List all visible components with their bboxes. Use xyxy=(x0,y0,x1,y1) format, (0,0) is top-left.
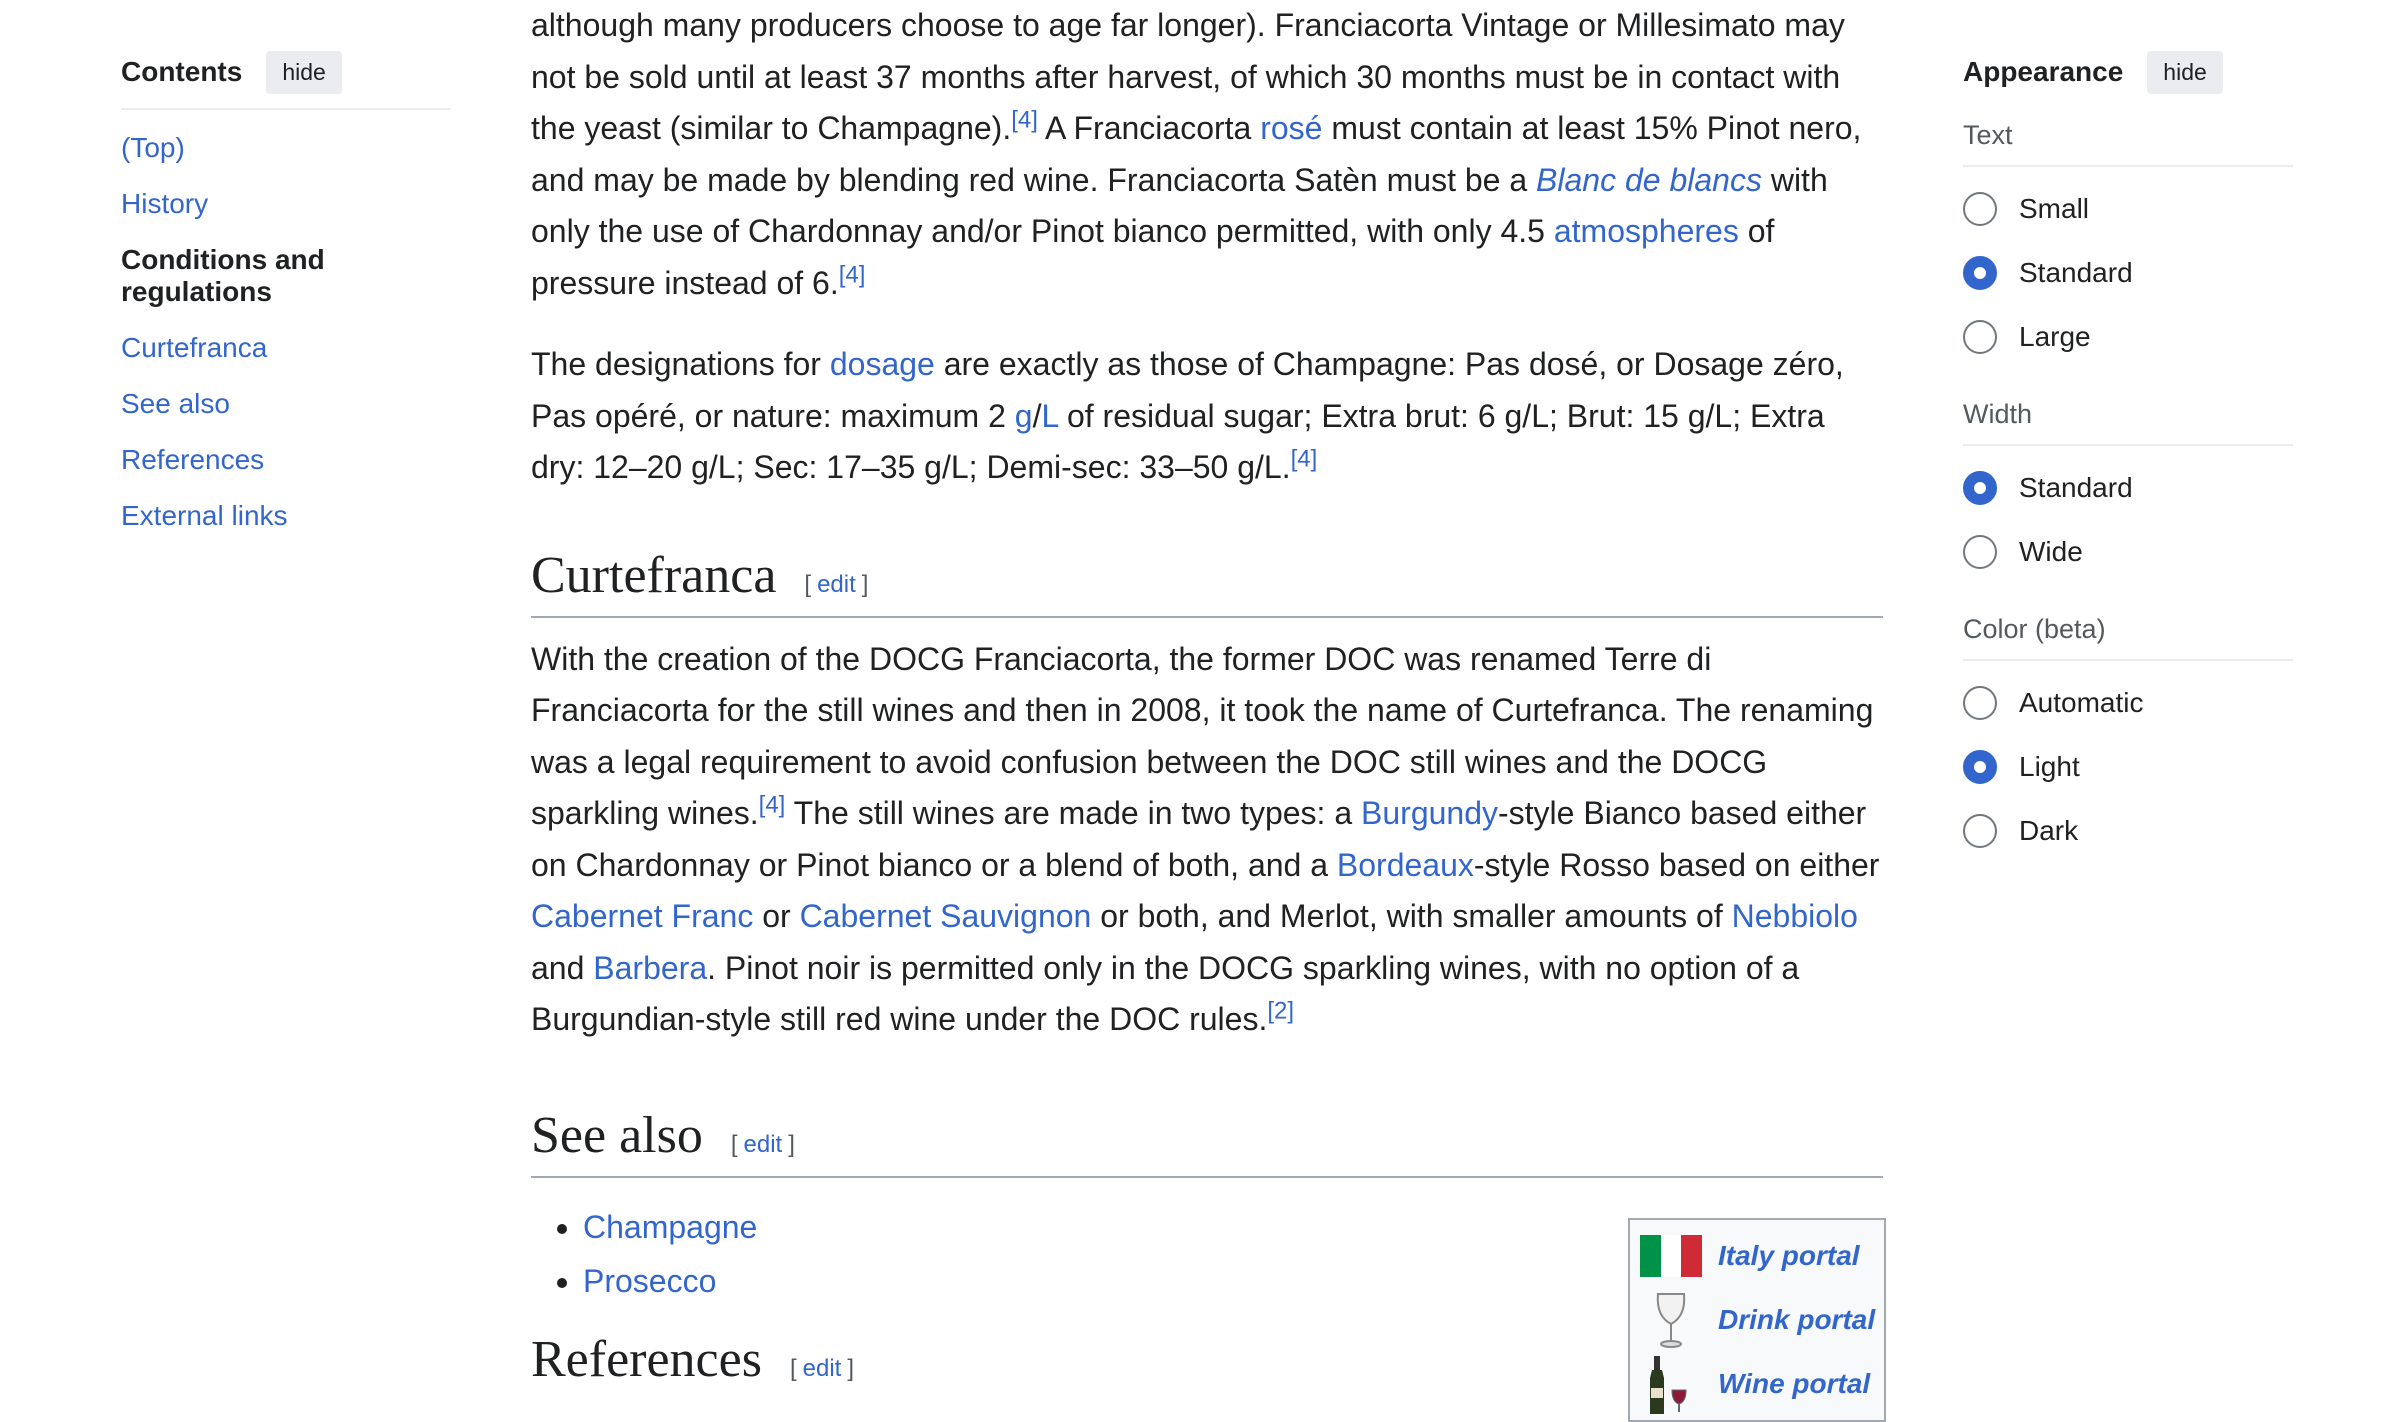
appearance-hide-button[interactable]: hide xyxy=(2147,51,2222,94)
reference-link[interactable]: [2] xyxy=(1267,997,1295,1025)
width-options xyxy=(1963,456,2293,584)
section-heading-curtefranca xyxy=(531,546,1883,618)
text: are exactly as those of Champagne: Pas dosé, or Dosage zéro, Pas opéré, or nature: maximum 2 xyxy=(531,346,1844,434)
link-litre[interactable]: L xyxy=(1041,397,1059,434)
toc-item-references[interactable]: References xyxy=(121,444,265,475)
paragraph-curtefranca xyxy=(531,634,1883,1046)
toc-item-history[interactable]: History xyxy=(121,188,209,219)
text: or both, and Merlot, with smaller amounts of xyxy=(1091,898,1732,934)
paragraph-conditions xyxy=(531,0,1883,309)
link-atmospheres[interactable]: atmospheres xyxy=(1553,213,1739,249)
text: . Pinot noir is permitted only in the DOCG sparkling wines, with no option of a Burgundian-style still red wine under the DOC rules. xyxy=(531,949,1800,1037)
radio-label: Dark xyxy=(2019,815,2079,846)
link-rose[interactable]: rosé xyxy=(1260,110,1323,146)
radio-label: Automatic xyxy=(2019,687,2144,718)
radio-button[interactable] xyxy=(1963,320,1997,354)
text: of pressure instead of 6. xyxy=(531,213,1775,301)
heading-title: See also xyxy=(531,1106,703,1164)
radio-label: Large xyxy=(2019,321,2091,352)
portal-link-drink[interactable]: Drink portal xyxy=(1718,1304,1876,1335)
toc-item-external-links[interactable]: External links xyxy=(121,500,288,531)
portal-link-italy[interactable]: Italy portal xyxy=(1718,1240,1860,1271)
toc-header xyxy=(121,48,451,110)
radio-button[interactable] xyxy=(1963,471,1997,505)
toc-item-top[interactable]: (Top) xyxy=(121,132,185,163)
link-prosecco[interactable]: Prosecco xyxy=(583,1262,717,1299)
radio-label: Light xyxy=(2019,751,2080,782)
link-bordeaux[interactable]: Bordeaux xyxy=(1336,846,1474,883)
portal-link-wine[interactable]: Wine portal xyxy=(1718,1368,1871,1399)
link-barbera[interactable]: Barbera xyxy=(593,949,708,986)
radio-button[interactable] xyxy=(1963,750,1997,784)
text: and xyxy=(531,949,594,986)
radio-label: Standard xyxy=(2019,472,2133,503)
color-option-automatic[interactable] xyxy=(1963,671,2293,735)
appearance-header xyxy=(1963,48,2293,96)
heading-title: Curtefranca xyxy=(531,546,777,604)
radio-label: Wide xyxy=(2019,536,2083,567)
color-option-light[interactable] xyxy=(1963,735,2293,799)
italy-flag-icon xyxy=(1640,1235,1702,1277)
link-champagne[interactable]: Champagne xyxy=(583,1208,758,1245)
link-gram[interactable]: g xyxy=(1014,397,1033,434)
toc-hide-button[interactable]: hide xyxy=(266,51,341,94)
text: The designations for xyxy=(531,346,830,382)
text: / xyxy=(1032,397,1042,434)
toc-item-curtefranca[interactable]: Curtefranca xyxy=(121,332,268,363)
link-nebbiolo[interactable]: Nebbiolo xyxy=(1731,898,1858,934)
portal-row-drink[interactable] xyxy=(1630,1288,1884,1352)
portal-row-italy[interactable] xyxy=(1630,1224,1884,1288)
radio-label: Small xyxy=(2019,193,2090,224)
section-heading-see-also xyxy=(531,1106,1883,1178)
radio-label: Standard xyxy=(2019,257,2133,288)
toc-item-see-also[interactable]: See also xyxy=(121,388,230,419)
table-of-contents xyxy=(121,48,451,556)
text-size-option-small[interactable] xyxy=(1963,177,2293,241)
text: must contain at least 15% Pinot nero, and may be made by blending red wine. Franciacorta Satèn must be a xyxy=(531,110,1862,198)
edit-link[interactable]: edit xyxy=(743,1130,783,1158)
appearance-title: Appearance xyxy=(1963,56,2124,87)
color-options xyxy=(1963,671,2293,863)
text: or xyxy=(753,898,800,934)
radio-button[interactable] xyxy=(1963,192,1997,226)
wine-bottle-icon xyxy=(1640,1354,1702,1414)
wine-glass-icon xyxy=(1640,1290,1702,1350)
width-option-standard[interactable] xyxy=(1963,456,2293,520)
text: A Franciacorta xyxy=(1037,110,1261,146)
text: with only the use of Chardonnay and/or Pinot bianco permitted, with only 4.5 xyxy=(531,161,1828,249)
edit-link[interactable]: edit xyxy=(802,1354,842,1382)
appearance-panel xyxy=(1963,48,2293,863)
edit-section: [ edit ] xyxy=(789,1354,854,1382)
text: although many producers choose to age far longer). Franciacorta Vintage or Millesimato may not be sold until at least 37 months after harvest, of which 30 months must be in contact with the yeast (similar to Champagne). xyxy=(531,7,1845,146)
width-label: Width xyxy=(1963,399,2293,446)
toc-list xyxy=(121,132,451,532)
radio-button[interactable] xyxy=(1963,256,1997,290)
text: -style Rosso based on either xyxy=(1473,846,1880,883)
portal-box xyxy=(1628,1218,1886,1422)
text: of residual sugar; Extra brut: 6 g/L; Brut: 15 g/L; Extra dry: 12–20 g/L; Sec: 17–35 g/L; Demi-sec: 33–50 g/L. xyxy=(531,397,1825,485)
reference-link[interactable]: [4] xyxy=(838,260,866,288)
radio-button[interactable] xyxy=(1963,535,1997,569)
color-option-dark[interactable] xyxy=(1963,799,2293,863)
link-cabernet-franc[interactable]: Cabernet Franc xyxy=(531,898,754,934)
color-label: Color (beta) xyxy=(1963,614,2293,661)
text-size-options xyxy=(1963,177,2293,369)
portal-row-wine[interactable] xyxy=(1630,1352,1884,1416)
text: -style Bianco based either on Chardonnay or Pinot bianco or a blend of both, and a xyxy=(531,795,1867,883)
link-blanc-de-blancs[interactable]: Blanc de blancs xyxy=(1536,161,1762,198)
reference-link[interactable]: [4] xyxy=(1290,445,1318,473)
link-burgundy[interactable]: Burgundy xyxy=(1361,795,1498,831)
radio-button[interactable] xyxy=(1963,686,1997,720)
reference-link[interactable]: [4] xyxy=(1011,106,1038,134)
text: With the creation of the DOCG Franciacorta, the former DOC was renamed Terre di Franciacorta for the still wines and then in 2008, it took the name of Curtefranca. The renaming was a legal requirement to avoid confusion between the DOC still wines and the DOCG sparkling wines. xyxy=(531,640,1874,831)
article-content xyxy=(531,0,1883,1400)
text: The still wines are made in two types: a xyxy=(785,795,1362,831)
edit-section: [ edit ] xyxy=(804,570,869,598)
toc-item-conditions[interactable]: Conditions and regulations xyxy=(121,244,325,307)
link-cabernet-sauvignon[interactable]: Cabernet Sauvignon xyxy=(799,898,1092,934)
link-dosage[interactable]: dosage xyxy=(829,346,935,382)
edit-section: [ edit ] xyxy=(730,1130,795,1158)
text-size-option-standard[interactable] xyxy=(1963,241,2293,305)
radio-button[interactable] xyxy=(1963,814,1997,848)
text-size-label: Text xyxy=(1963,120,2293,167)
text-size-option-large[interactable] xyxy=(1963,305,2293,369)
paragraph-dosage xyxy=(531,339,1883,494)
toc-title: Contents xyxy=(121,56,243,87)
heading-title: References xyxy=(531,1330,762,1388)
width-option-wide[interactable] xyxy=(1963,520,2293,584)
reference-link[interactable]: [4] xyxy=(758,791,786,819)
edit-link[interactable]: edit xyxy=(817,570,856,598)
